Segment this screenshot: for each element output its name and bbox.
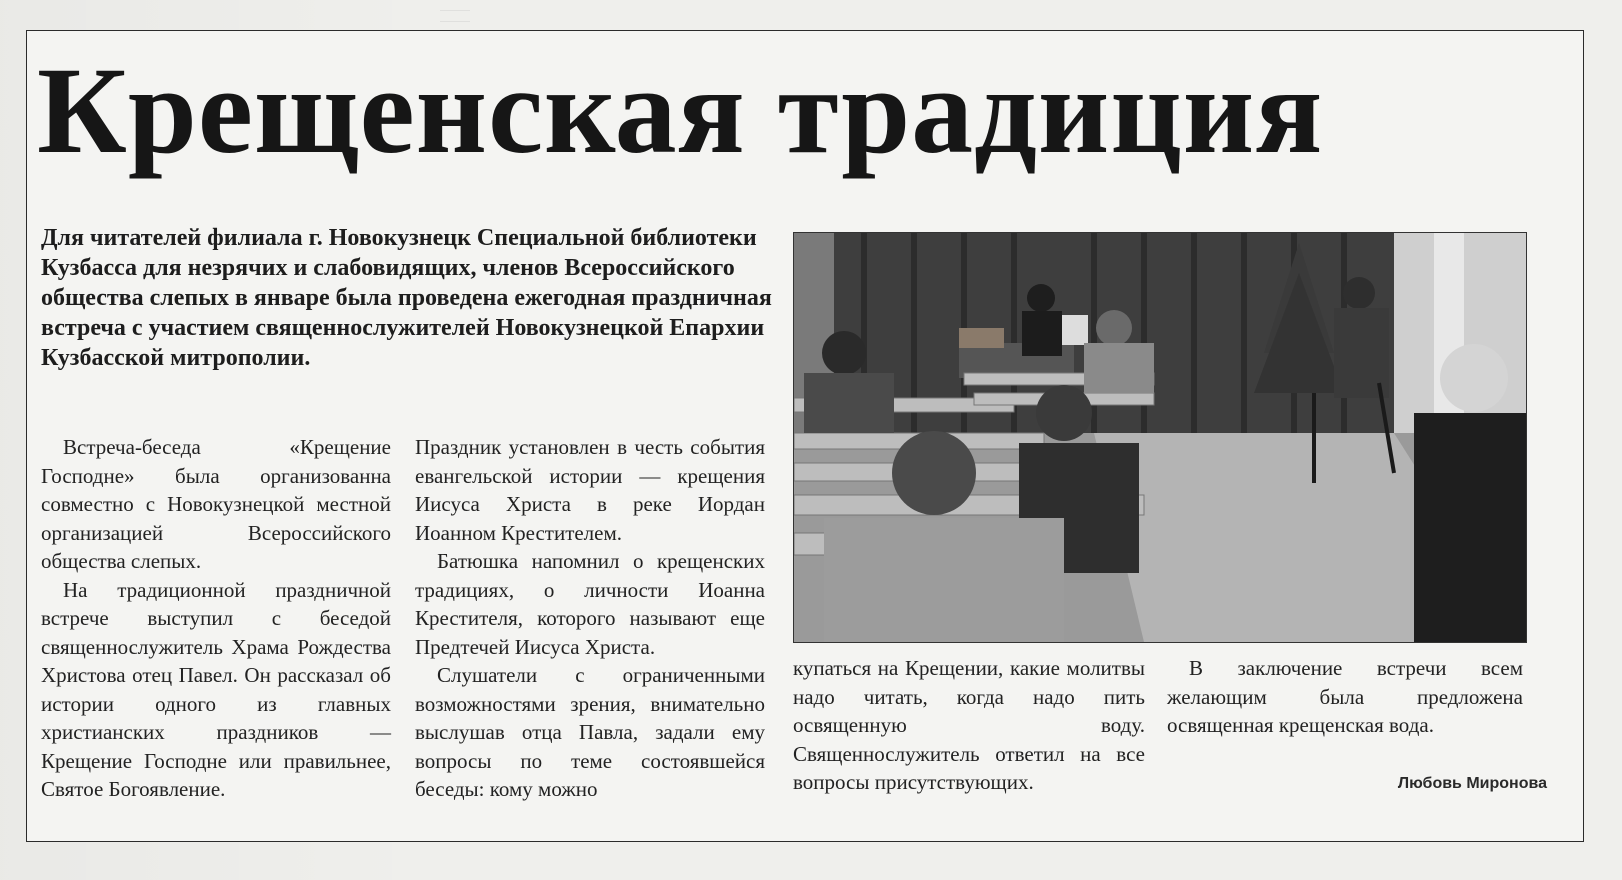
paragraph: Слушатели с ограниченными возможностями зрения, внимательно выслушав отца Павла, задали ему вопросы по теме состоявшейся беседы: кому можно [415, 663, 765, 801]
text-column-2 [415, 433, 765, 804]
text-column-3 [793, 654, 1145, 797]
paragraph: Батюшка напомнил о крещенских традициях, о личности Иоанна Крестителя, которого называют еще Предтечей Иисуса Христа. [415, 549, 765, 659]
photo-illustration [794, 233, 1526, 642]
event-photo [793, 232, 1527, 643]
article-headline: Крещенская традиция [37, 42, 1324, 179]
paragraph: В заключение встречи всем желающим была предложена освященная крещенская вода. [1167, 656, 1523, 737]
paragraph: На традиционной праздничной встрече выступил с беседой священнослужитель Храма Рождества Христова отец Павел. Он рассказал об истории одного из главных христианских праздников — Крещение Господне или правильнее, Святое Богоявление. [41, 577, 391, 801]
article-lead: Для читателей филиала г. Новокузнецк Специальной библиотеки Кузбасса для незрячих и слабовидящих, членов Всероссийского общества слепых в январе была проведена ежегодная праздничная встреча с участием священнослужителей Новокузнецкой Епархии Кузбасской митрополии. [41, 225, 772, 371]
author-byline: Любовь Миронова [1397, 775, 1547, 792]
paragraph: купаться на Крещении, какие молитвы надо читать, когда надо пить освященную воду. Священнослужитель ответил на все вопросы присутствующих. [793, 656, 1145, 794]
paragraph: Встреча-беседа «Крещение Господне» была организованна совместно с Новокузнецкой местной организацией Всероссийского общества слепых. [41, 435, 391, 573]
newspaper-article [26, 30, 1584, 842]
text-column-1 [41, 433, 391, 804]
paragraph: Праздник установлен в честь события евангельской истории — крещения Иисуса Христа в реке Иордан Иоанном Крестителем. [415, 435, 765, 545]
text-column-4 [1167, 654, 1523, 740]
